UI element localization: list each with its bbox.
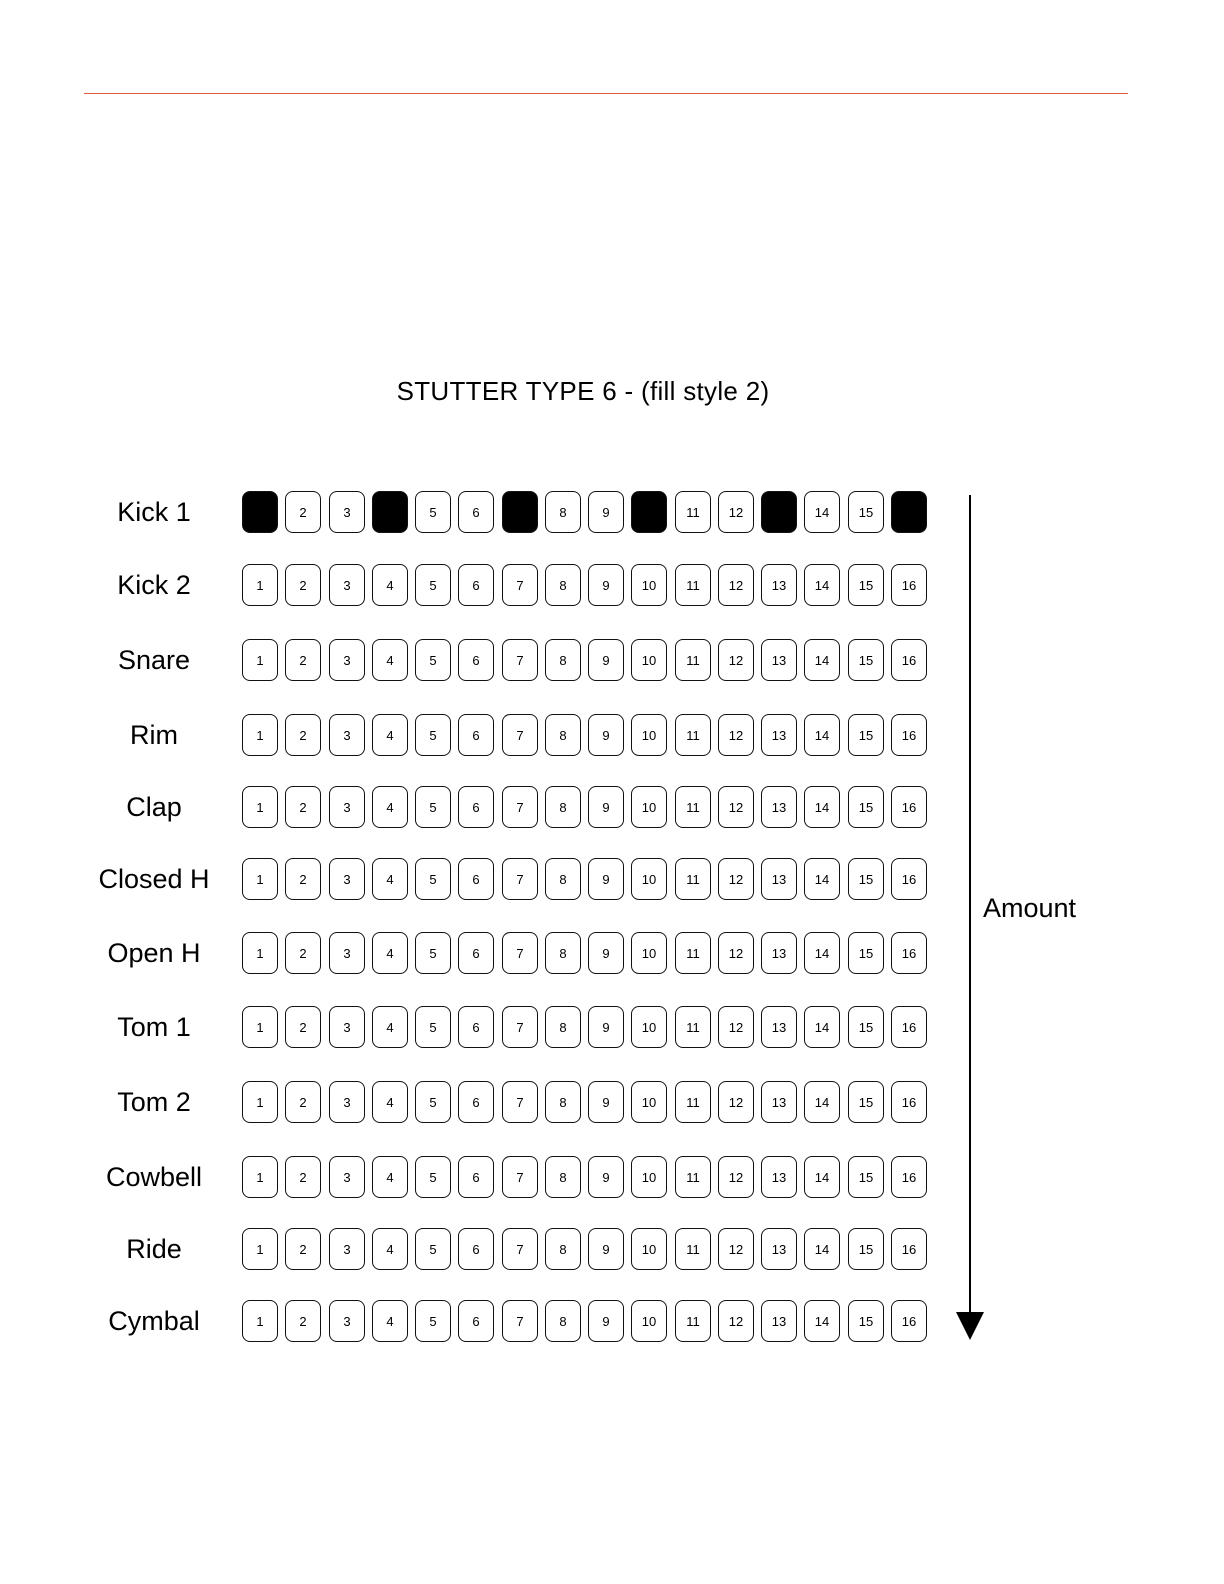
- step-button[interactable]: 14: [804, 491, 840, 533]
- step-button[interactable]: 16: [891, 858, 927, 900]
- step-button[interactable]: 3: [329, 1300, 365, 1342]
- step-button[interactable]: 7: [502, 1081, 538, 1123]
- step-button[interactable]: 4: [372, 1156, 408, 1198]
- step-button[interactable]: 15: [848, 786, 884, 828]
- step-button[interactable]: 4: [372, 1006, 408, 1048]
- step-button[interactable]: 8: [545, 1006, 581, 1048]
- step-button[interactable]: 2: [285, 786, 321, 828]
- step-button[interactable]: 15: [848, 639, 884, 681]
- step-button[interactable]: 3: [329, 858, 365, 900]
- step-button[interactable]: 9: [588, 932, 624, 974]
- step-button[interactable]: 8: [545, 491, 581, 533]
- step-button[interactable]: 5: [415, 1156, 451, 1198]
- step-button[interactable]: 12: [718, 786, 754, 828]
- step-button[interactable]: 10: [631, 1081, 667, 1123]
- step-button[interactable]: 12: [718, 1156, 754, 1198]
- step-button[interactable]: 6: [458, 491, 494, 533]
- step-button[interactable]: 6: [458, 786, 494, 828]
- step-button[interactable]: 1: [242, 1006, 278, 1048]
- step-button[interactable]: 7: [502, 639, 538, 681]
- step-button[interactable]: 12: [718, 1228, 754, 1270]
- step-button[interactable]: 4: [372, 932, 408, 974]
- step-button[interactable]: 7: [502, 564, 538, 606]
- step-button[interactable]: 2: [285, 1228, 321, 1270]
- step-button[interactable]: 9: [588, 786, 624, 828]
- step-button[interactable]: 15: [848, 932, 884, 974]
- step-button[interactable]: 4: [372, 1228, 408, 1270]
- step-button[interactable]: 14: [804, 1081, 840, 1123]
- step-button[interactable]: 13: [761, 1228, 797, 1270]
- row-label: Closed H: [98, 864, 210, 894]
- step-button[interactable]: 1: [242, 1156, 278, 1198]
- step-button[interactable]: 2: [285, 932, 321, 974]
- step-button[interactable]: 5: [415, 1081, 451, 1123]
- step-button[interactable]: 5: [415, 491, 451, 533]
- step-button[interactable]: 15: [848, 564, 884, 606]
- step-button[interactable]: 8: [545, 1300, 581, 1342]
- step-button[interactable]: 7: [502, 1156, 538, 1198]
- step-button[interactable]: 10: [631, 491, 667, 533]
- step-button[interactable]: 7: [502, 1300, 538, 1342]
- step-button[interactable]: 7: [502, 1228, 538, 1270]
- step-button[interactable]: 13: [761, 786, 797, 828]
- row-label: Tom 2: [117, 1087, 191, 1117]
- step-button[interactable]: 7: [502, 858, 538, 900]
- step-button[interactable]: 7: [502, 786, 538, 828]
- step-button[interactable]: 14: [804, 858, 840, 900]
- step-button[interactable]: 4: [372, 714, 408, 756]
- step-button[interactable]: 6: [458, 714, 494, 756]
- step-button[interactable]: 11: [675, 491, 711, 533]
- step-button[interactable]: 9: [588, 564, 624, 606]
- step-button[interactable]: 14: [804, 1228, 840, 1270]
- arrow-down-icon: [956, 1312, 984, 1340]
- step-button[interactable]: 2: [285, 858, 321, 900]
- step-button[interactable]: 4: [372, 639, 408, 681]
- step-button[interactable]: 5: [415, 1228, 451, 1270]
- step-button[interactable]: 14: [804, 932, 840, 974]
- step-button[interactable]: 14: [804, 1156, 840, 1198]
- step-button[interactable]: 16: [891, 1081, 927, 1123]
- step-button[interactable]: 14: [804, 639, 840, 681]
- step-button[interactable]: 10: [631, 1300, 667, 1342]
- step-button[interactable]: 12: [718, 714, 754, 756]
- step-button[interactable]: 12: [718, 1081, 754, 1123]
- step-button[interactable]: 5: [415, 786, 451, 828]
- step-button[interactable]: 10: [631, 786, 667, 828]
- step-button[interactable]: 7: [502, 714, 538, 756]
- step-button[interactable]: 8: [545, 932, 581, 974]
- step-button[interactable]: 13: [761, 1300, 797, 1342]
- step-button[interactable]: 3: [329, 786, 365, 828]
- step-button[interactable]: 8: [545, 714, 581, 756]
- step-button[interactable]: 5: [415, 1300, 451, 1342]
- step-button[interactable]: 2: [285, 1006, 321, 1048]
- step-button[interactable]: 13: [761, 932, 797, 974]
- step-button[interactable]: 3: [329, 1006, 365, 1048]
- step-button[interactable]: 16: [891, 564, 927, 606]
- step-button[interactable]: 4: [372, 1081, 408, 1123]
- step-button[interactable]: 14: [804, 714, 840, 756]
- step-button[interactable]: 2: [285, 1081, 321, 1123]
- step-button[interactable]: 16: [891, 1156, 927, 1198]
- step-button[interactable]: 5: [415, 639, 451, 681]
- step-button[interactable]: 1: [242, 564, 278, 606]
- step-button[interactable]: 13: [761, 1006, 797, 1048]
- step-button[interactable]: 5: [415, 714, 451, 756]
- step-button[interactable]: 12: [718, 932, 754, 974]
- step-button[interactable]: 3: [329, 1156, 365, 1198]
- step-button[interactable]: 15: [848, 858, 884, 900]
- step-button[interactable]: 3: [329, 1228, 365, 1270]
- row-label: Snare: [117, 645, 191, 675]
- row-label: Clap: [126, 792, 182, 822]
- step-button[interactable]: 6: [458, 1300, 494, 1342]
- row-label: Tom 1: [117, 1012, 191, 1042]
- step-button[interactable]: 2: [285, 491, 321, 533]
- amount-label: Amount: [983, 893, 1077, 923]
- step-button[interactable]: 1: [242, 858, 278, 900]
- step-button[interactable]: 11: [675, 639, 711, 681]
- step-button[interactable]: 16: [891, 639, 927, 681]
- step-button[interactable]: 12: [718, 858, 754, 900]
- step-button[interactable]: 15: [848, 1081, 884, 1123]
- step-button[interactable]: 13: [761, 714, 797, 756]
- step-button[interactable]: 1: [242, 491, 278, 533]
- step-button[interactable]: 9: [588, 1228, 624, 1270]
- step-button[interactable]: 15: [848, 1006, 884, 1048]
- step-button[interactable]: 15: [848, 714, 884, 756]
- step-button[interactable]: 3: [329, 714, 365, 756]
- step-button[interactable]: 12: [718, 1006, 754, 1048]
- step-button[interactable]: 1: [242, 1228, 278, 1270]
- step-button[interactable]: 1: [242, 932, 278, 974]
- step-button[interactable]: 7: [502, 932, 538, 974]
- step-button[interactable]: 3: [329, 1081, 365, 1123]
- step-button[interactable]: 3: [329, 491, 365, 533]
- step-button[interactable]: 10: [631, 1156, 667, 1198]
- step-button[interactable]: 11: [675, 1006, 711, 1048]
- step-button[interactable]: 10: [631, 858, 667, 900]
- step-button[interactable]: 5: [415, 932, 451, 974]
- step-button[interactable]: 10: [631, 1228, 667, 1270]
- step-button[interactable]: 9: [588, 858, 624, 900]
- step-button[interactable]: 9: [588, 1300, 624, 1342]
- step-button[interactable]: 4: [372, 1300, 408, 1342]
- step-button[interactable]: 6: [458, 564, 494, 606]
- step-button[interactable]: 8: [545, 639, 581, 681]
- step-button[interactable]: 1: [242, 714, 278, 756]
- step-button[interactable]: 13: [761, 858, 797, 900]
- step-button[interactable]: 1: [242, 1300, 278, 1342]
- step-button[interactable]: 8: [545, 786, 581, 828]
- step-button[interactable]: 2: [285, 639, 321, 681]
- step-button[interactable]: 11: [675, 932, 711, 974]
- step-button[interactable]: 16: [891, 714, 927, 756]
- step-button[interactable]: 5: [415, 858, 451, 900]
- step-button[interactable]: 15: [848, 1300, 884, 1342]
- step-button[interactable]: 15: [848, 1228, 884, 1270]
- step-button[interactable]: 10: [631, 564, 667, 606]
- step-button[interactable]: 13: [761, 639, 797, 681]
- step-button[interactable]: 16: [891, 1228, 927, 1270]
- step-button[interactable]: 8: [545, 564, 581, 606]
- step-button[interactable]: 5: [415, 1006, 451, 1048]
- step-button[interactable]: 8: [545, 1228, 581, 1270]
- step-button[interactable]: 14: [804, 1006, 840, 1048]
- row-label: Open H: [107, 938, 201, 968]
- step-button[interactable]: 16: [891, 491, 927, 533]
- step-button[interactable]: 12: [718, 564, 754, 606]
- step-button[interactable]: 9: [588, 1156, 624, 1198]
- step-button[interactable]: 1: [242, 786, 278, 828]
- step-button[interactable]: 15: [848, 1156, 884, 1198]
- step-button[interactable]: 10: [631, 1006, 667, 1048]
- step-button[interactable]: 1: [242, 1081, 278, 1123]
- step-button[interactable]: 11: [675, 858, 711, 900]
- step-button[interactable]: 5: [415, 564, 451, 606]
- step-button[interactable]: 11: [675, 564, 711, 606]
- step-button[interactable]: 16: [891, 1300, 927, 1342]
- step-button[interactable]: 16: [891, 932, 927, 974]
- step-button[interactable]: 6: [458, 1081, 494, 1123]
- step-button[interactable]: 11: [675, 1081, 711, 1123]
- step-button[interactable]: 4: [372, 786, 408, 828]
- step-button[interactable]: 3: [329, 932, 365, 974]
- step-button[interactable]: 9: [588, 1006, 624, 1048]
- step-button[interactable]: 13: [761, 564, 797, 606]
- step-button[interactable]: 10: [631, 714, 667, 756]
- step-button[interactable]: 6: [458, 932, 494, 974]
- step-button[interactable]: 13: [761, 1156, 797, 1198]
- step-button[interactable]: 9: [588, 1081, 624, 1123]
- row-label: Rim: [130, 720, 178, 750]
- step-button[interactable]: 11: [675, 1228, 711, 1270]
- step-button[interactable]: 6: [458, 858, 494, 900]
- step-button[interactable]: 11: [675, 1156, 711, 1198]
- step-button[interactable]: 12: [718, 491, 754, 533]
- step-button[interactable]: 12: [718, 639, 754, 681]
- step-button[interactable]: 14: [804, 564, 840, 606]
- step-button[interactable]: 11: [675, 786, 711, 828]
- step-button[interactable]: 8: [545, 1081, 581, 1123]
- step-button[interactable]: 8: [545, 858, 581, 900]
- step-button[interactable]: 7: [502, 491, 538, 533]
- step-button[interactable]: 1: [242, 639, 278, 681]
- step-button[interactable]: 4: [372, 564, 408, 606]
- step-button[interactable]: 2: [285, 1156, 321, 1198]
- row-label: Cymbal: [108, 1306, 200, 1336]
- step-button[interactable]: 3: [329, 564, 365, 606]
- step-button[interactable]: 9: [588, 491, 624, 533]
- step-button[interactable]: 6: [458, 639, 494, 681]
- step-button[interactable]: 6: [458, 1156, 494, 1198]
- step-button[interactable]: 8: [545, 1156, 581, 1198]
- step-button[interactable]: 14: [804, 1300, 840, 1342]
- step-button[interactable]: 4: [372, 858, 408, 900]
- diagram-title: STUTTER TYPE 6 - (fill style 2): [396, 376, 770, 406]
- step-button[interactable]: 13: [761, 491, 797, 533]
- row-label: Kick 2: [117, 570, 191, 600]
- row-label: Cowbell: [105, 1162, 203, 1192]
- step-button[interactable]: 13: [761, 1081, 797, 1123]
- step-button[interactable]: 6: [458, 1006, 494, 1048]
- step-button[interactable]: 11: [675, 1300, 711, 1342]
- step-button[interactable]: 16: [891, 786, 927, 828]
- header-rule: [84, 93, 1128, 94]
- step-button[interactable]: 14: [804, 786, 840, 828]
- step-button[interactable]: 15: [848, 491, 884, 533]
- step-button[interactable]: 11: [675, 714, 711, 756]
- step-button[interactable]: 2: [285, 714, 321, 756]
- step-button[interactable]: 7: [502, 1006, 538, 1048]
- step-button[interactable]: 16: [891, 1006, 927, 1048]
- amount-axis-line: [969, 495, 971, 1315]
- step-button[interactable]: 6: [458, 1228, 494, 1270]
- row-label: Kick 1: [117, 497, 191, 527]
- step-button[interactable]: 2: [285, 564, 321, 606]
- step-button[interactable]: 9: [588, 639, 624, 681]
- step-button[interactable]: 4: [372, 491, 408, 533]
- step-button[interactable]: 10: [631, 639, 667, 681]
- step-button[interactable]: 10: [631, 932, 667, 974]
- step-button[interactable]: 3: [329, 639, 365, 681]
- step-button[interactable]: 12: [718, 1300, 754, 1342]
- step-button[interactable]: 9: [588, 714, 624, 756]
- step-button[interactable]: 2: [285, 1300, 321, 1342]
- row-label: Ride: [126, 1234, 182, 1264]
